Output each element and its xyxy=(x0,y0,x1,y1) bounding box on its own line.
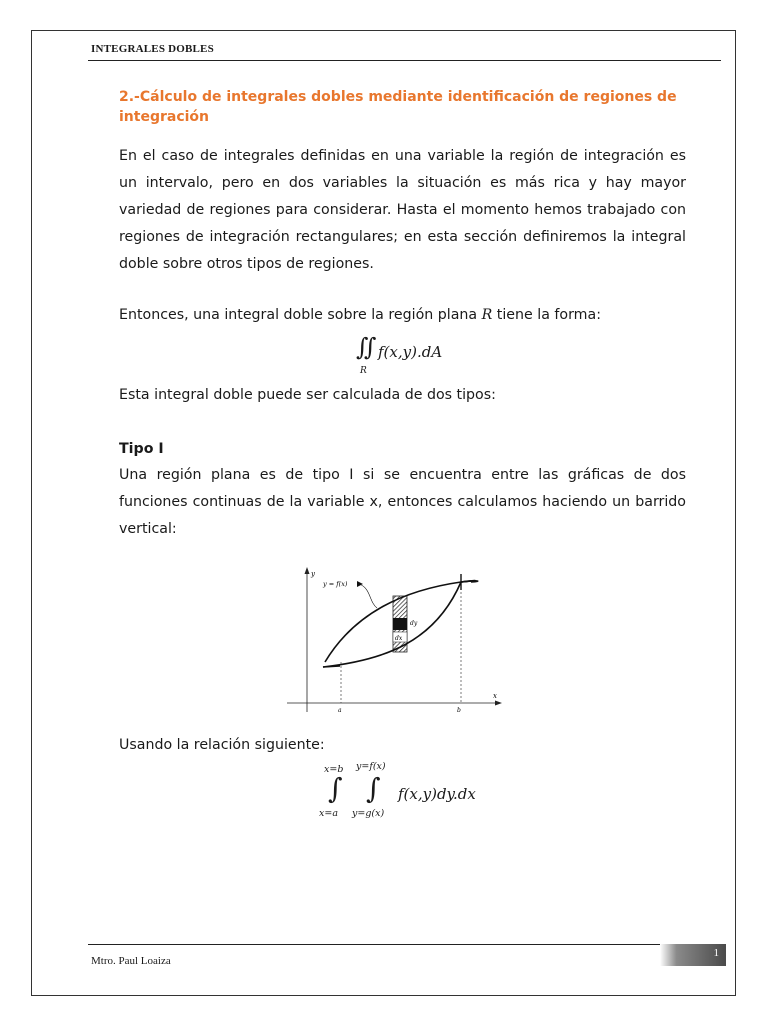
label-a: a xyxy=(338,707,342,714)
outer-integral-sign: ∫ xyxy=(328,772,343,805)
footer-rule xyxy=(88,944,660,945)
strip-dy-label: dy xyxy=(410,620,418,627)
double-integral-integrand: f(x,y).dA xyxy=(378,343,443,361)
inner-integral-sign: ∫ xyxy=(366,772,381,805)
section-title: 2.-Cálculo de integrales dobles mediante identificación de regiones de integración xyxy=(119,89,677,125)
pointer-arrowhead xyxy=(357,581,363,587)
y-axis-label: y xyxy=(311,570,315,578)
lower-curve-g xyxy=(323,582,461,667)
curve-label-pointer xyxy=(359,584,377,608)
iterated-integrand: f(x,y)dy.dx xyxy=(398,785,476,803)
lower-left-tail xyxy=(323,666,340,667)
types-sentence: Esta integral doble puede ser calculada de dos tipos: xyxy=(119,387,496,403)
form-sentence-after: tiene la forma: xyxy=(492,307,601,323)
y-axis-arrow xyxy=(305,567,310,574)
outer-lower-limit: x=a xyxy=(319,808,338,819)
type1-region-figure xyxy=(285,562,505,718)
intro-paragraph: En el caso de integrales definidas en una variable la región de integración es un intervalo, pero en dos variables la situación es más rica y hay mayor variedad de regiones para considerar. Hasta el momento hemos trabajado con regiones de integración rectangulares; en esta sección definiremos la integral doble sobre otros tipos de regiones. xyxy=(119,148,686,272)
x-axis-arrow xyxy=(495,701,502,706)
inner-upper-limit: y=f(x) xyxy=(356,761,386,772)
x-axis-label: x xyxy=(493,692,497,700)
tipo1-heading: Tipo I xyxy=(119,441,164,457)
curve-label: y = f(x) xyxy=(323,580,348,588)
double-integral-sign: ∬ xyxy=(356,333,377,361)
double-integral-subscript: R xyxy=(360,366,367,376)
running-header: INTEGRALES DOBLES xyxy=(91,43,214,55)
upper-right-tail xyxy=(461,581,471,582)
footer-author: Mtro. Paul Loaiza xyxy=(91,955,171,967)
region-symbol: R xyxy=(481,307,493,323)
strip-element xyxy=(393,618,407,630)
tipo1-paragraph: Una región plana es de tipo I si se encuentra entre las gráficas de dos funciones continuas de la variable x, entonces calculamos haciendo un barrido vertical: xyxy=(119,467,686,537)
label-b: b xyxy=(457,707,461,714)
inner-lower-limit: y=g(x) xyxy=(352,808,385,819)
outer-upper-limit: x=b xyxy=(324,764,344,775)
form-sentence xyxy=(119,302,686,329)
form-sentence-before: Entonces, una integral doble sobre la región plana xyxy=(119,307,482,323)
page-number: 1 xyxy=(713,947,719,959)
relation-sentence: Usando la relación siguiente: xyxy=(119,737,325,753)
page-number-badge xyxy=(660,944,726,966)
strip-dx-label: dx xyxy=(395,635,403,642)
header-rule xyxy=(88,60,721,61)
